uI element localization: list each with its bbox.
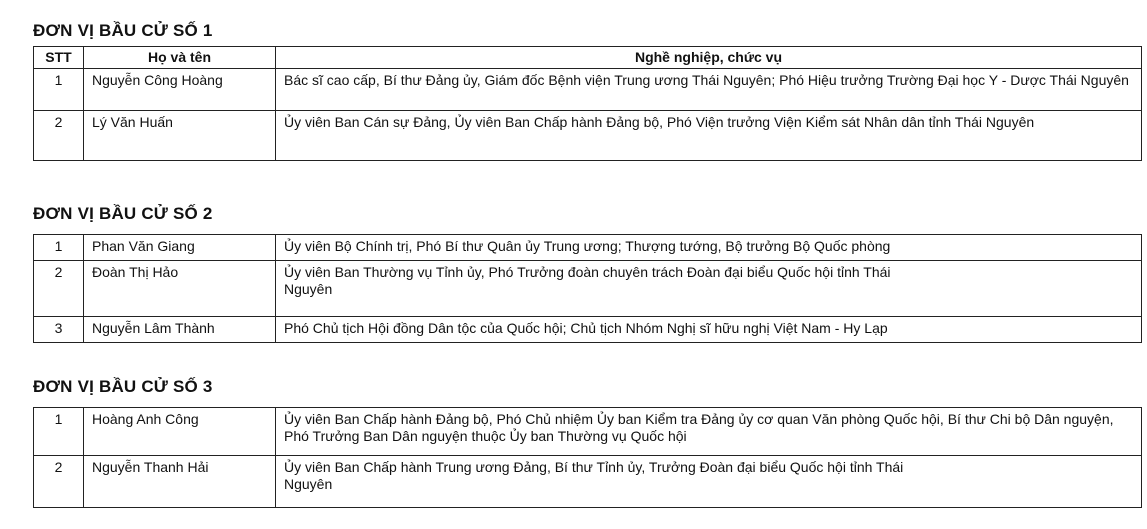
table-row <box>34 69 1142 111</box>
name-cell: Nguyễn Lâm Thành <box>84 317 276 343</box>
table-row <box>34 111 1142 161</box>
section-title: ĐƠN VỊ BẦU CỬ SỐ 1 <box>33 21 213 40</box>
position-cell: Ủy viên Ban Chấp hành Đảng bộ, Phó Chủ nhiệm Ủy ban Kiểm tra Đảng ủy cơ quan Văn phòng Quốc hội, Bí thư Chi bộ Dân nguyện, Phó Trưởng Ban Dân nguyện thuộc Ủy ban Thường vụ Quốc hội <box>276 408 1142 456</box>
candidate-table <box>33 46 1142 161</box>
candidate-table <box>33 407 1142 508</box>
table-row <box>34 317 1142 343</box>
section-title: ĐƠN VỊ BẦU CỬ SỐ 2 <box>33 204 213 223</box>
stt-cell: 1 <box>34 408 84 456</box>
stt-cell: 2 <box>34 111 84 161</box>
section-2 <box>33 204 1141 343</box>
stt-cell: 2 <box>34 261 84 317</box>
table-row <box>34 261 1142 317</box>
name-cell: Hoàng Anh Công <box>84 408 276 456</box>
position-cell: Ủy viên Ban Cán sự Đảng, Ủy viên Ban Chấp hành Đảng bộ, Phó Viện trưởng Viện Kiểm sát Nhân dân tỉnh Thái Nguyên <box>276 111 1142 161</box>
position-cell: Ủy viên Bộ Chính trị, Phó Bí thư Quân ủy Trung ương; Thượng tướng, Bộ trưởng Bộ Quốc phòng <box>276 235 1142 261</box>
position-cell: Ủy viên Ban Chấp hành Trung ương Đảng, Bí thư Tỉnh ủy, Trưởng Đoàn đại biểu Quốc hội tỉnh Thái Nguyên <box>276 456 1142 508</box>
table-row <box>34 235 1142 261</box>
section-3 <box>33 377 1141 508</box>
header-stt: STT <box>34 47 84 69</box>
name-cell: Nguyễn Thanh Hải <box>84 456 276 508</box>
table-row <box>34 408 1142 456</box>
name-cell: Phan Văn Giang <box>84 235 276 261</box>
name-cell: Lý Văn Huấn <box>84 111 276 161</box>
stt-cell: 1 <box>34 69 84 111</box>
stt-cell: 2 <box>34 456 84 508</box>
header-position: Nghề nghiệp, chức vụ <box>276 47 1142 69</box>
position-cell: Bác sĩ cao cấp, Bí thư Đảng ủy, Giám đốc Bệnh viện Trung ương Thái Nguyên; Phó Hiệu trưởng Trường Đại học Y - Dược Thái Nguyên <box>276 69 1142 111</box>
candidate-table <box>33 234 1142 343</box>
section-title: ĐƠN VỊ BẦU CỬ SỐ 3 <box>33 377 213 396</box>
header-name: Họ và tên <box>84 47 276 69</box>
section-1 <box>33 21 1141 161</box>
position-cell: Phó Chủ tịch Hội đồng Dân tộc của Quốc hội; Chủ tịch Nhóm Nghị sĩ hữu nghị Việt Nam - Hy Lạp <box>276 317 1142 343</box>
stt-cell: 3 <box>34 317 84 343</box>
position-cell: Ủy viên Ban Thường vụ Tỉnh ủy, Phó Trưởng đoàn chuyên trách Đoàn đại biểu Quốc hội tỉnh Thái Nguyên <box>276 261 1142 317</box>
table-row <box>34 456 1142 508</box>
stt-cell: 1 <box>34 235 84 261</box>
name-cell: Đoàn Thị Hảo <box>84 261 276 317</box>
table-header-row <box>34 47 1142 69</box>
name-cell: Nguyễn Công Hoàng <box>84 69 276 111</box>
